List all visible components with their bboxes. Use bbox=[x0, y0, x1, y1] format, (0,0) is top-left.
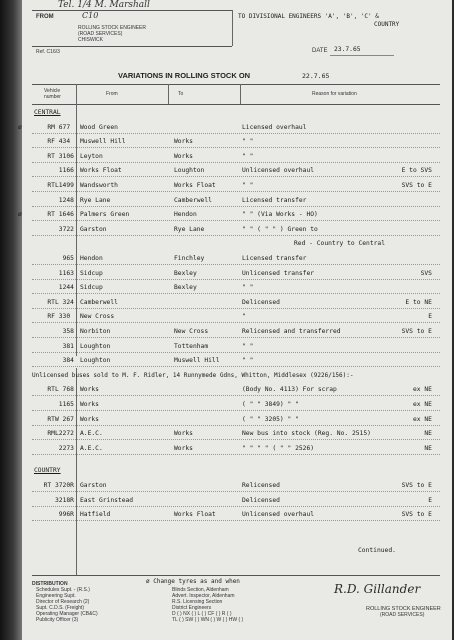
stock-code: ex NE bbox=[413, 415, 432, 423]
district-codes-line-1: D ( ) NX ( ) L ( ) CF ( ) R ( ) bbox=[172, 611, 232, 617]
to-garage: Loughton bbox=[174, 167, 205, 175]
vehicle-number: RF 330 bbox=[47, 313, 71, 321]
reason-text: Unlicensed overhaul bbox=[242, 167, 315, 175]
row-rule bbox=[32, 235, 440, 236]
to-garage: Muswell Hill bbox=[174, 357, 220, 365]
from-line-1: ROLLING STOCK ENGINEER bbox=[78, 25, 146, 31]
reason-text: " " bbox=[242, 284, 254, 292]
from-garage: Camberwell bbox=[80, 298, 118, 306]
from-garage: Norbiton bbox=[80, 328, 111, 335]
reference-number: Ref. C16/3 bbox=[36, 49, 60, 55]
table-row bbox=[32, 415, 440, 426]
vehicle-number: 3722 bbox=[58, 225, 74, 233]
title-date: 22.7.65 bbox=[302, 72, 330, 80]
distribution-line-5: Operating Manager (CB&C) bbox=[36, 611, 98, 617]
row-rule bbox=[32, 206, 440, 207]
reason-text: " " ( " " ) Green to bbox=[242, 225, 318, 233]
row-rule bbox=[32, 425, 440, 426]
date-underline bbox=[330, 55, 394, 56]
reason-text: " " bbox=[242, 342, 254, 350]
distribution-line-4: Supt. C.D.S. (Freight) bbox=[36, 605, 85, 611]
row-rule bbox=[32, 176, 440, 177]
table-row bbox=[32, 254, 440, 265]
table-row bbox=[32, 269, 440, 280]
row-rule bbox=[32, 352, 440, 353]
change-tyres-mark: ø bbox=[18, 123, 22, 131]
from-garage: Works bbox=[80, 415, 99, 423]
row-note bbox=[32, 239, 440, 250]
reason-text: " " (Via Works - HO) bbox=[242, 211, 318, 219]
vehicle-number: RT 3720R bbox=[43, 482, 74, 489]
vehicle-number: 1165 bbox=[58, 401, 74, 408]
vehicle-number: 2273 bbox=[58, 444, 74, 452]
signature-subtitle: (ROAD SERVICES) bbox=[380, 612, 425, 618]
table-row bbox=[32, 385, 440, 396]
reason-text: Licensed overhaul bbox=[242, 123, 307, 131]
from-garage: Hatfield bbox=[80, 511, 111, 519]
table-row bbox=[32, 444, 440, 455]
vehicle-number: 1248 bbox=[58, 196, 74, 204]
row-rule bbox=[32, 293, 440, 294]
from-garage: Garston bbox=[80, 482, 107, 489]
vehicle-number: 965 bbox=[62, 255, 74, 262]
row-rule bbox=[32, 133, 440, 134]
vehicle-number: 384 bbox=[62, 357, 74, 365]
row-rule bbox=[32, 439, 440, 440]
distribution-line-6: Publicity Officer (3) bbox=[36, 617, 79, 623]
date-value: 23.7.65 bbox=[334, 46, 361, 53]
row-rule bbox=[32, 264, 440, 265]
section-heading: CENTRAL bbox=[34, 109, 61, 116]
reason-text: Licensed transfer bbox=[242, 255, 307, 262]
stock-code: NE bbox=[424, 444, 432, 452]
to-line-2: COUNTRY bbox=[374, 21, 400, 28]
from-garage: Palmers Green bbox=[80, 211, 130, 219]
reason-text: " " bbox=[242, 152, 254, 160]
to-garage: Hendon bbox=[174, 211, 197, 219]
sale-note-line: Unlicensed buses sold to M. F. Ridler, 14 Runnymede Gdns, Whitton, Middlesex (9226/156):- bbox=[32, 371, 354, 379]
vehicle-number: RT 3106 bbox=[47, 152, 74, 160]
to-garage: Tottenham bbox=[174, 342, 209, 350]
office-line-3: R.S. Licensing Section bbox=[172, 599, 223, 605]
to-column-divider bbox=[240, 84, 241, 104]
table-row bbox=[32, 481, 440, 492]
reason-text: " " bbox=[242, 138, 254, 146]
row-rule bbox=[32, 491, 440, 492]
reason-text: " bbox=[242, 313, 246, 321]
to-garage: Works Float bbox=[174, 182, 216, 189]
office-line-2: Advert. Inspector, Aldenham bbox=[172, 593, 235, 599]
vehicle-number: 3218R bbox=[55, 496, 74, 504]
distribution-line-2: Engineering Supt. bbox=[36, 593, 76, 599]
from-garage: Muswell Hill bbox=[80, 138, 126, 146]
from-garage: Wandsworth bbox=[80, 182, 118, 189]
to-garage: Works bbox=[174, 138, 193, 146]
to-garage: Works bbox=[174, 152, 193, 160]
section-heading: COUNTRY bbox=[34, 467, 61, 475]
stock-code: E bbox=[428, 496, 432, 504]
from-garage: Hendon bbox=[80, 255, 103, 262]
row-rule bbox=[32, 506, 440, 507]
table-row bbox=[32, 327, 440, 338]
row-rule bbox=[32, 366, 440, 367]
from-garage: Sidcup bbox=[80, 269, 103, 277]
rolling-stock-variation-sheet bbox=[18, 0, 452, 640]
table-row bbox=[32, 312, 440, 323]
from-garage: Works bbox=[80, 386, 99, 394]
from-garage: New Cross bbox=[80, 313, 115, 321]
distribution-title: DISTRIBUTION bbox=[32, 581, 68, 587]
vehicle-number: RTL 324 bbox=[47, 298, 74, 306]
change-tyres-mark: ø bbox=[18, 211, 22, 219]
stock-code: SVS to E bbox=[401, 482, 432, 489]
reason-text: ( " " 3849) " " bbox=[242, 401, 299, 408]
from-garage: Sidcup bbox=[80, 284, 103, 292]
from-garage: Rye Lane bbox=[80, 196, 111, 204]
table-row bbox=[32, 429, 440, 440]
reason-text: (Body No. 4113) For scrap bbox=[242, 386, 337, 394]
to-garage: Works Float bbox=[174, 511, 216, 519]
vehicle-number: RF 434 bbox=[47, 138, 71, 146]
vehicle-number: RTL 768 bbox=[47, 386, 74, 394]
date-label: DATE bbox=[312, 48, 328, 54]
row-rule bbox=[32, 410, 440, 411]
stock-code: NE bbox=[424, 430, 432, 438]
signature-title: ROLLING STOCK ENGINEER bbox=[366, 606, 441, 612]
vehicle-number: 1163 bbox=[58, 269, 74, 277]
stock-code: E to SVS bbox=[401, 167, 432, 175]
table-row bbox=[32, 510, 440, 521]
office-line-4: District Engineers bbox=[172, 605, 212, 611]
tyres-note: ø Change tyres as and when bbox=[146, 578, 240, 585]
stock-code: ex NE bbox=[413, 386, 432, 394]
table-row bbox=[18, 123, 440, 134]
vehicle-number: 996R bbox=[58, 511, 74, 519]
row-rule bbox=[32, 395, 440, 396]
table-row bbox=[32, 496, 440, 507]
reason-text: " " bbox=[242, 357, 254, 365]
from-garage: Works Float bbox=[80, 167, 122, 175]
from-line-3: CHISWICK bbox=[78, 37, 103, 43]
to-garage: Bexley bbox=[174, 269, 197, 277]
to-garage: Works bbox=[174, 444, 193, 452]
to-header: To bbox=[178, 91, 184, 97]
to-garage: Finchley bbox=[174, 255, 205, 262]
from-garage: Garston bbox=[80, 225, 107, 233]
to-garage: New Cross bbox=[174, 328, 209, 335]
stock-code: SVS to E bbox=[401, 511, 432, 519]
vehicle-number: 381 bbox=[62, 342, 74, 350]
row-rule bbox=[32, 191, 440, 192]
from-label: FROM bbox=[36, 14, 54, 20]
to-garage: Bexley bbox=[174, 284, 197, 292]
row-section bbox=[32, 466, 440, 477]
table-row bbox=[32, 152, 440, 163]
row-wide bbox=[32, 371, 440, 382]
table-row bbox=[18, 210, 440, 221]
row-rule bbox=[32, 162, 440, 163]
vehicle-header-line-1: Vehicle bbox=[44, 88, 61, 94]
distribution-line-3: Director of Research (2) bbox=[36, 599, 90, 605]
table-header-rule bbox=[32, 104, 440, 105]
binding-edge bbox=[0, 0, 22, 640]
table-row bbox=[32, 196, 440, 207]
from-box-top bbox=[32, 10, 232, 11]
to-garage: Works bbox=[174, 430, 193, 438]
row-rule bbox=[32, 454, 440, 455]
from-header: From bbox=[106, 91, 118, 97]
signature: R.D. Gillander bbox=[334, 582, 421, 596]
continued-label: Continued. bbox=[358, 547, 396, 554]
vehicle-number: RTW 267 bbox=[47, 415, 74, 423]
vehicle-number: 1244 bbox=[58, 284, 74, 292]
reason-text: " " bbox=[242, 182, 254, 189]
vehicle-number: RML2272 bbox=[47, 430, 74, 438]
table-row bbox=[32, 166, 440, 177]
row-rule bbox=[32, 308, 440, 309]
table-row bbox=[32, 400, 440, 411]
vehicle-number: 358 bbox=[62, 328, 74, 335]
stock-code: SVS bbox=[420, 269, 432, 277]
from-box-bottom bbox=[32, 46, 232, 47]
vehicle-number: RT 1646 bbox=[47, 211, 74, 219]
office-line-1: Blinds Section, Aldenham bbox=[172, 587, 229, 593]
from-garage: East Grinstead bbox=[80, 496, 134, 504]
table-row bbox=[32, 137, 440, 148]
vehicle-number: RTL1499 bbox=[47, 182, 74, 189]
to-garage: Camberwell bbox=[174, 196, 212, 204]
from-garage: Leyton bbox=[80, 152, 103, 160]
stock-code: SVS to E bbox=[401, 328, 432, 335]
reason-text: Licensed transfer bbox=[242, 196, 307, 204]
handwritten-note-top: Tel. 1/4 M. Marshall bbox=[58, 0, 150, 10]
from-column-divider bbox=[168, 84, 169, 104]
reason-text: Unlicensed transfer bbox=[242, 269, 315, 277]
table-row bbox=[32, 342, 440, 353]
title-label: VARIATIONS IN ROLLING STOCK ON bbox=[118, 71, 251, 80]
table-row bbox=[32, 283, 440, 294]
table-top-rule bbox=[32, 84, 440, 85]
header-divider bbox=[232, 10, 233, 46]
reason-text: ( " " 3205) " " bbox=[242, 415, 299, 423]
reason-text: Relicensed bbox=[242, 482, 280, 489]
row-rule bbox=[32, 279, 440, 280]
reason-text: Unlicensed overhaul bbox=[242, 511, 315, 519]
reason-text: Relicensed and transferred bbox=[242, 328, 341, 335]
from-garage: A.E.C. bbox=[80, 444, 103, 452]
table-row bbox=[32, 181, 440, 192]
distribution-line-1: Schedules Supt. - (R.S.) bbox=[36, 587, 90, 593]
continuation-note: Red - Country to Central bbox=[294, 240, 385, 248]
reason-text: Delicensed bbox=[242, 298, 280, 306]
handwritten-note-b: C10 bbox=[82, 11, 99, 20]
stock-code: ex NE bbox=[413, 401, 432, 408]
reason-text: Delicensed bbox=[242, 496, 280, 504]
reason-text: " " " " ( " " 2526) bbox=[242, 444, 315, 452]
reason-text: New bus into stock (Reg. No. 2515) bbox=[242, 430, 371, 438]
row-rule bbox=[32, 220, 440, 221]
row-rule bbox=[32, 520, 440, 521]
from-garage: Works bbox=[80, 401, 99, 408]
table-row bbox=[32, 225, 440, 236]
row-rule bbox=[32, 322, 440, 323]
to-line: TO DIVISIONAL ENGINEERS 'A', 'B', 'C' & bbox=[238, 13, 379, 20]
table-row bbox=[32, 356, 440, 367]
vehicle-header-line-2: number bbox=[44, 94, 61, 100]
row-section bbox=[32, 108, 440, 119]
vehicle-number: 1166 bbox=[58, 167, 74, 175]
stock-code: E bbox=[428, 313, 432, 321]
row-rule bbox=[32, 147, 440, 148]
table-bottom-rule bbox=[32, 575, 440, 576]
stock-code: SVS to E bbox=[401, 182, 432, 189]
reason-header: Reason for variation bbox=[312, 91, 357, 97]
from-garage: A.E.C. bbox=[80, 430, 103, 438]
from-garage: Wood Green bbox=[80, 123, 118, 131]
district-codes-line-2: TL ( ) SW ( ) WN ( ) W ( ) HW ( ) bbox=[172, 617, 244, 623]
vehicle-number: RM 677 bbox=[47, 123, 71, 131]
row-rule bbox=[32, 337, 440, 338]
to-garage: Rye Lane bbox=[174, 225, 205, 233]
from-garage: Loughton bbox=[80, 357, 111, 365]
stock-code: E to NE bbox=[405, 298, 432, 306]
table-row bbox=[32, 298, 440, 309]
from-line-2: (ROAD SERVICES) bbox=[78, 31, 123, 37]
from-garage: Loughton bbox=[80, 342, 111, 350]
